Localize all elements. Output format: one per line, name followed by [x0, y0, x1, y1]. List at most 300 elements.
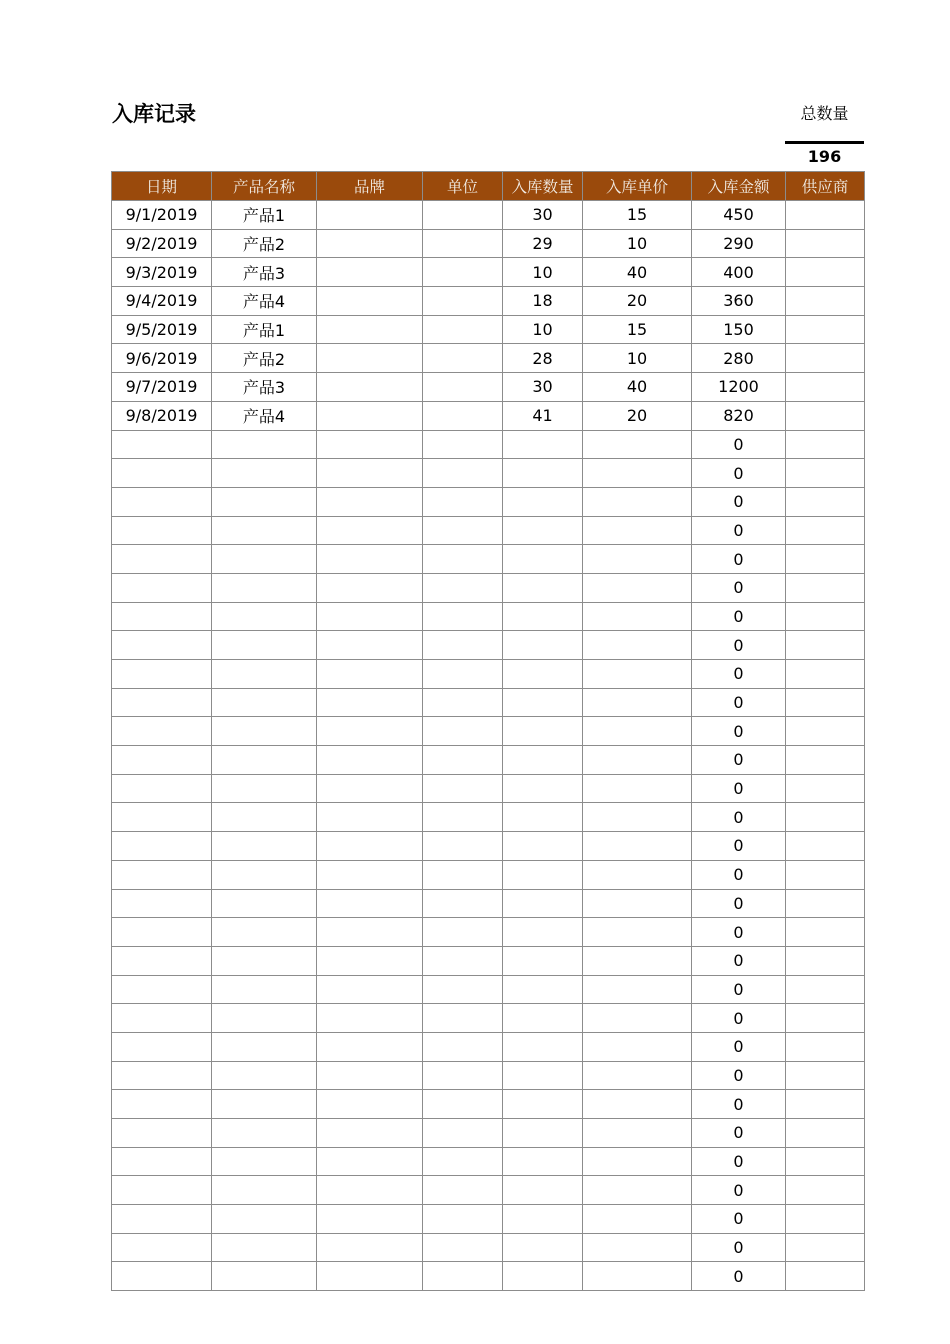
date-cell[interactable]	[112, 1176, 212, 1205]
product-name-cell[interactable]	[212, 545, 317, 574]
brand-cell[interactable]	[317, 1004, 423, 1033]
supplier-cell[interactable]	[786, 401, 865, 430]
brand-cell[interactable]	[317, 975, 423, 1004]
amount-cell[interactable]: 0	[692, 602, 786, 631]
unit-cell[interactable]	[423, 717, 503, 746]
amount-cell[interactable]: 820	[692, 401, 786, 430]
brand-cell[interactable]	[317, 717, 423, 746]
unit-cell[interactable]	[423, 430, 503, 459]
unit-price-cell[interactable]: 15	[583, 201, 692, 230]
quantity-cell[interactable]	[503, 975, 583, 1004]
amount-cell[interactable]: 0	[692, 1032, 786, 1061]
supplier-cell[interactable]	[786, 803, 865, 832]
quantity-cell[interactable]: 41	[503, 401, 583, 430]
supplier-cell[interactable]	[786, 1090, 865, 1119]
date-cell[interactable]	[112, 1032, 212, 1061]
product-name-cell[interactable]	[212, 860, 317, 889]
product-name-cell[interactable]	[212, 1090, 317, 1119]
brand-cell[interactable]	[317, 258, 423, 287]
quantity-cell[interactable]	[503, 1004, 583, 1033]
date-cell[interactable]	[112, 774, 212, 803]
amount-cell[interactable]: 0	[692, 774, 786, 803]
quantity-cell[interactable]	[503, 516, 583, 545]
quantity-cell[interactable]	[503, 889, 583, 918]
supplier-cell[interactable]	[786, 373, 865, 402]
unit-price-cell[interactable]	[583, 602, 692, 631]
unit-cell[interactable]	[423, 516, 503, 545]
product-name-cell[interactable]	[212, 832, 317, 861]
unit-price-cell[interactable]	[583, 832, 692, 861]
brand-cell[interactable]	[317, 315, 423, 344]
unit-cell[interactable]	[423, 1032, 503, 1061]
unit-price-cell[interactable]	[583, 746, 692, 775]
brand-cell[interactable]	[317, 602, 423, 631]
brand-cell[interactable]	[317, 344, 423, 373]
amount-cell[interactable]: 0	[692, 487, 786, 516]
product-name-cell[interactable]: 产品3	[212, 373, 317, 402]
quantity-cell[interactable]	[503, 660, 583, 689]
supplier-cell[interactable]	[786, 1032, 865, 1061]
brand-cell[interactable]	[317, 889, 423, 918]
date-cell[interactable]: 9/1/2019	[112, 201, 212, 230]
amount-cell[interactable]: 0	[692, 832, 786, 861]
quantity-cell[interactable]	[503, 1233, 583, 1262]
unit-cell[interactable]	[423, 889, 503, 918]
product-name-cell[interactable]	[212, 1262, 317, 1291]
unit-cell[interactable]	[423, 860, 503, 889]
unit-price-cell[interactable]	[583, 1119, 692, 1148]
product-name-cell[interactable]	[212, 1147, 317, 1176]
unit-cell[interactable]	[423, 287, 503, 316]
brand-cell[interactable]	[317, 1090, 423, 1119]
brand-cell[interactable]	[317, 287, 423, 316]
product-name-cell[interactable]: 产品4	[212, 401, 317, 430]
product-name-cell[interactable]	[212, 1233, 317, 1262]
quantity-cell[interactable]	[503, 1262, 583, 1291]
quantity-cell[interactable]	[503, 1061, 583, 1090]
date-cell[interactable]	[112, 487, 212, 516]
unit-cell[interactable]	[423, 1205, 503, 1234]
supplier-cell[interactable]	[786, 1176, 865, 1205]
unit-cell[interactable]	[423, 946, 503, 975]
date-cell[interactable]	[112, 1233, 212, 1262]
brand-cell[interactable]	[317, 516, 423, 545]
date-cell[interactable]	[112, 602, 212, 631]
unit-price-cell[interactable]	[583, 1090, 692, 1119]
product-name-cell[interactable]	[212, 1205, 317, 1234]
amount-cell[interactable]: 0	[692, 1205, 786, 1234]
unit-price-cell[interactable]	[583, 573, 692, 602]
amount-cell[interactable]: 360	[692, 287, 786, 316]
date-cell[interactable]	[112, 746, 212, 775]
date-cell[interactable]: 9/8/2019	[112, 401, 212, 430]
date-cell[interactable]	[112, 688, 212, 717]
quantity-cell[interactable]	[503, 1176, 583, 1205]
amount-cell[interactable]: 0	[692, 573, 786, 602]
quantity-cell[interactable]	[503, 487, 583, 516]
supplier-cell[interactable]	[786, 229, 865, 258]
amount-cell[interactable]: 0	[692, 1233, 786, 1262]
date-cell[interactable]: 9/4/2019	[112, 287, 212, 316]
unit-price-cell[interactable]: 20	[583, 401, 692, 430]
unit-cell[interactable]	[423, 1061, 503, 1090]
amount-cell[interactable]: 290	[692, 229, 786, 258]
date-cell[interactable]	[112, 832, 212, 861]
unit-cell[interactable]	[423, 258, 503, 287]
amount-cell[interactable]: 0	[692, 1176, 786, 1205]
brand-cell[interactable]	[317, 688, 423, 717]
unit-price-cell[interactable]	[583, 1004, 692, 1033]
unit-cell[interactable]	[423, 1090, 503, 1119]
quantity-cell[interactable]: 30	[503, 201, 583, 230]
product-name-cell[interactable]	[212, 430, 317, 459]
amount-cell[interactable]: 0	[692, 631, 786, 660]
brand-cell[interactable]	[317, 1119, 423, 1148]
amount-cell[interactable]: 0	[692, 746, 786, 775]
amount-cell[interactable]: 0	[692, 1147, 786, 1176]
supplier-cell[interactable]	[786, 459, 865, 488]
supplier-cell[interactable]	[786, 344, 865, 373]
date-cell[interactable]	[112, 1119, 212, 1148]
unit-cell[interactable]	[423, 774, 503, 803]
supplier-cell[interactable]	[786, 860, 865, 889]
amount-cell[interactable]: 0	[692, 459, 786, 488]
unit-cell[interactable]	[423, 631, 503, 660]
date-cell[interactable]	[112, 545, 212, 574]
brand-cell[interactable]	[317, 631, 423, 660]
amount-cell[interactable]: 0	[692, 1090, 786, 1119]
unit-price-cell[interactable]	[583, 860, 692, 889]
quantity-cell[interactable]	[503, 860, 583, 889]
unit-cell[interactable]	[423, 229, 503, 258]
amount-cell[interactable]: 0	[692, 688, 786, 717]
product-name-cell[interactable]	[212, 946, 317, 975]
product-name-cell[interactable]	[212, 602, 317, 631]
supplier-cell[interactable]	[786, 774, 865, 803]
unit-price-cell[interactable]: 10	[583, 344, 692, 373]
supplier-cell[interactable]	[786, 946, 865, 975]
brand-cell[interactable]	[317, 573, 423, 602]
supplier-cell[interactable]	[786, 487, 865, 516]
amount-cell[interactable]: 280	[692, 344, 786, 373]
date-cell[interactable]: 9/2/2019	[112, 229, 212, 258]
unit-price-cell[interactable]: 40	[583, 258, 692, 287]
supplier-cell[interactable]	[786, 1061, 865, 1090]
brand-cell[interactable]	[317, 1176, 423, 1205]
brand-cell[interactable]	[317, 660, 423, 689]
supplier-cell[interactable]	[786, 1262, 865, 1291]
quantity-cell[interactable]	[503, 946, 583, 975]
quantity-cell[interactable]: 30	[503, 373, 583, 402]
unit-price-cell[interactable]	[583, 975, 692, 1004]
amount-cell[interactable]: 0	[692, 1119, 786, 1148]
brand-cell[interactable]	[317, 860, 423, 889]
brand-cell[interactable]	[317, 1262, 423, 1291]
amount-cell[interactable]: 0	[692, 889, 786, 918]
brand-cell[interactable]	[317, 832, 423, 861]
date-cell[interactable]	[112, 1090, 212, 1119]
date-cell[interactable]	[112, 516, 212, 545]
brand-cell[interactable]	[317, 1233, 423, 1262]
unit-cell[interactable]	[423, 545, 503, 574]
supplier-cell[interactable]	[786, 1119, 865, 1148]
unit-cell[interactable]	[423, 1147, 503, 1176]
unit-price-cell[interactable]	[583, 631, 692, 660]
product-name-cell[interactable]	[212, 688, 317, 717]
unit-cell[interactable]	[423, 1176, 503, 1205]
date-cell[interactable]	[112, 717, 212, 746]
quantity-cell[interactable]	[503, 1205, 583, 1234]
unit-price-cell[interactable]	[583, 660, 692, 689]
unit-cell[interactable]	[423, 1119, 503, 1148]
quantity-cell[interactable]	[503, 430, 583, 459]
supplier-cell[interactable]	[786, 573, 865, 602]
amount-cell[interactable]: 0	[692, 545, 786, 574]
unit-cell[interactable]	[423, 688, 503, 717]
amount-cell[interactable]: 0	[692, 975, 786, 1004]
supplier-cell[interactable]	[786, 1233, 865, 1262]
date-cell[interactable]: 9/7/2019	[112, 373, 212, 402]
unit-cell[interactable]	[423, 746, 503, 775]
unit-price-cell[interactable]	[583, 717, 692, 746]
quantity-cell[interactable]: 10	[503, 258, 583, 287]
date-cell[interactable]	[112, 918, 212, 947]
product-name-cell[interactable]	[212, 660, 317, 689]
amount-cell[interactable]: 0	[692, 1061, 786, 1090]
supplier-cell[interactable]	[786, 1205, 865, 1234]
unit-cell[interactable]	[423, 1262, 503, 1291]
date-cell[interactable]	[112, 803, 212, 832]
quantity-cell[interactable]	[503, 459, 583, 488]
unit-cell[interactable]	[423, 803, 503, 832]
quantity-cell[interactable]	[503, 602, 583, 631]
product-name-cell[interactable]	[212, 1061, 317, 1090]
unit-price-cell[interactable]	[583, 1233, 692, 1262]
quantity-cell[interactable]	[503, 545, 583, 574]
amount-cell[interactable]: 0	[692, 860, 786, 889]
product-name-cell[interactable]: 产品2	[212, 344, 317, 373]
date-cell[interactable]	[112, 459, 212, 488]
supplier-cell[interactable]	[786, 201, 865, 230]
unit-price-cell[interactable]	[583, 516, 692, 545]
quantity-cell[interactable]	[503, 1119, 583, 1148]
product-name-cell[interactable]	[212, 1119, 317, 1148]
date-cell[interactable]	[112, 889, 212, 918]
date-cell[interactable]	[112, 1262, 212, 1291]
date-cell[interactable]	[112, 946, 212, 975]
unit-cell[interactable]	[423, 459, 503, 488]
date-cell[interactable]	[112, 860, 212, 889]
amount-cell[interactable]: 0	[692, 1004, 786, 1033]
unit-price-cell[interactable]	[583, 774, 692, 803]
product-name-cell[interactable]	[212, 803, 317, 832]
quantity-cell[interactable]	[503, 746, 583, 775]
product-name-cell[interactable]	[212, 573, 317, 602]
brand-cell[interactable]	[317, 1032, 423, 1061]
date-cell[interactable]	[112, 430, 212, 459]
quantity-cell[interactable]	[503, 717, 583, 746]
brand-cell[interactable]	[317, 946, 423, 975]
product-name-cell[interactable]	[212, 918, 317, 947]
unit-price-cell[interactable]	[583, 1147, 692, 1176]
date-cell[interactable]	[112, 1147, 212, 1176]
unit-cell[interactable]	[423, 573, 503, 602]
amount-cell[interactable]: 0	[692, 918, 786, 947]
brand-cell[interactable]	[317, 1147, 423, 1176]
brand-cell[interactable]	[317, 545, 423, 574]
date-cell[interactable]	[112, 631, 212, 660]
unit-price-cell[interactable]	[583, 1205, 692, 1234]
product-name-cell[interactable]	[212, 889, 317, 918]
supplier-cell[interactable]	[786, 746, 865, 775]
product-name-cell[interactable]: 产品1	[212, 315, 317, 344]
unit-price-cell[interactable]	[583, 803, 692, 832]
unit-price-cell[interactable]	[583, 1032, 692, 1061]
amount-cell[interactable]: 150	[692, 315, 786, 344]
unit-price-cell[interactable]	[583, 545, 692, 574]
unit-cell[interactable]	[423, 315, 503, 344]
supplier-cell[interactable]	[786, 545, 865, 574]
amount-cell[interactable]: 0	[692, 803, 786, 832]
unit-cell[interactable]	[423, 344, 503, 373]
supplier-cell[interactable]	[786, 516, 865, 545]
supplier-cell[interactable]	[786, 918, 865, 947]
unit-price-cell[interactable]: 20	[583, 287, 692, 316]
unit-cell[interactable]	[423, 1233, 503, 1262]
quantity-cell[interactable]	[503, 631, 583, 660]
quantity-cell[interactable]	[503, 774, 583, 803]
product-name-cell[interactable]: 产品3	[212, 258, 317, 287]
date-cell[interactable]: 9/6/2019	[112, 344, 212, 373]
quantity-cell[interactable]	[503, 1090, 583, 1119]
brand-cell[interactable]	[317, 373, 423, 402]
product-name-cell[interactable]	[212, 717, 317, 746]
amount-cell[interactable]: 0	[692, 946, 786, 975]
product-name-cell[interactable]	[212, 631, 317, 660]
brand-cell[interactable]	[317, 430, 423, 459]
supplier-cell[interactable]	[786, 602, 865, 631]
amount-cell[interactable]: 0	[692, 717, 786, 746]
unit-price-cell[interactable]: 40	[583, 373, 692, 402]
supplier-cell[interactable]	[786, 287, 865, 316]
quantity-cell[interactable]	[503, 688, 583, 717]
product-name-cell[interactable]	[212, 516, 317, 545]
unit-cell[interactable]	[423, 201, 503, 230]
unit-price-cell[interactable]: 15	[583, 315, 692, 344]
supplier-cell[interactable]	[786, 1147, 865, 1176]
brand-cell[interactable]	[317, 229, 423, 258]
quantity-cell[interactable]	[503, 918, 583, 947]
product-name-cell[interactable]	[212, 1176, 317, 1205]
supplier-cell[interactable]	[786, 258, 865, 287]
unit-cell[interactable]	[423, 660, 503, 689]
unit-cell[interactable]	[423, 602, 503, 631]
date-cell[interactable]	[112, 660, 212, 689]
product-name-cell[interactable]	[212, 1004, 317, 1033]
product-name-cell[interactable]	[212, 975, 317, 1004]
product-name-cell[interactable]: 产品1	[212, 201, 317, 230]
brand-cell[interactable]	[317, 1061, 423, 1090]
supplier-cell[interactable]	[786, 889, 865, 918]
supplier-cell[interactable]	[786, 1004, 865, 1033]
unit-cell[interactable]	[423, 1004, 503, 1033]
amount-cell[interactable]: 1200	[692, 373, 786, 402]
brand-cell[interactable]	[317, 401, 423, 430]
supplier-cell[interactable]	[786, 832, 865, 861]
unit-price-cell[interactable]	[583, 946, 692, 975]
date-cell[interactable]	[112, 1061, 212, 1090]
amount-cell[interactable]: 400	[692, 258, 786, 287]
amount-cell[interactable]: 0	[692, 516, 786, 545]
unit-cell[interactable]	[423, 487, 503, 516]
unit-cell[interactable]	[423, 918, 503, 947]
date-cell[interactable]: 9/3/2019	[112, 258, 212, 287]
product-name-cell[interactable]: 产品4	[212, 287, 317, 316]
supplier-cell[interactable]	[786, 717, 865, 746]
quantity-cell[interactable]: 18	[503, 287, 583, 316]
brand-cell[interactable]	[317, 487, 423, 516]
unit-price-cell[interactable]	[583, 487, 692, 516]
date-cell[interactable]	[112, 1004, 212, 1033]
quantity-cell[interactable]	[503, 573, 583, 602]
quantity-cell[interactable]	[503, 832, 583, 861]
date-cell[interactable]	[112, 573, 212, 602]
brand-cell[interactable]	[317, 774, 423, 803]
unit-price-cell[interactable]	[583, 918, 692, 947]
date-cell[interactable]	[112, 975, 212, 1004]
unit-price-cell[interactable]	[583, 1262, 692, 1291]
product-name-cell[interactable]: 产品2	[212, 229, 317, 258]
quantity-cell[interactable]	[503, 1032, 583, 1061]
unit-price-cell[interactable]	[583, 688, 692, 717]
quantity-cell[interactable]	[503, 1147, 583, 1176]
unit-cell[interactable]	[423, 832, 503, 861]
brand-cell[interactable]	[317, 803, 423, 832]
unit-price-cell[interactable]	[583, 459, 692, 488]
amount-cell[interactable]: 0	[692, 1262, 786, 1291]
quantity-cell[interactable]: 10	[503, 315, 583, 344]
quantity-cell[interactable]: 28	[503, 344, 583, 373]
brand-cell[interactable]	[317, 459, 423, 488]
supplier-cell[interactable]	[786, 430, 865, 459]
product-name-cell[interactable]	[212, 1032, 317, 1061]
brand-cell[interactable]	[317, 201, 423, 230]
unit-price-cell[interactable]	[583, 1176, 692, 1205]
product-name-cell[interactable]	[212, 459, 317, 488]
unit-price-cell[interactable]	[583, 1061, 692, 1090]
supplier-cell[interactable]	[786, 975, 865, 1004]
brand-cell[interactable]	[317, 918, 423, 947]
brand-cell[interactable]	[317, 1205, 423, 1234]
unit-cell[interactable]	[423, 401, 503, 430]
supplier-cell[interactable]	[786, 631, 865, 660]
unit-cell[interactable]	[423, 975, 503, 1004]
supplier-cell[interactable]	[786, 660, 865, 689]
amount-cell[interactable]: 0	[692, 660, 786, 689]
brand-cell[interactable]	[317, 746, 423, 775]
quantity-cell[interactable]	[503, 803, 583, 832]
supplier-cell[interactable]	[786, 315, 865, 344]
unit-price-cell[interactable]	[583, 889, 692, 918]
unit-price-cell[interactable]: 10	[583, 229, 692, 258]
unit-price-cell[interactable]	[583, 430, 692, 459]
supplier-cell[interactable]	[786, 688, 865, 717]
amount-cell[interactable]: 0	[692, 430, 786, 459]
unit-cell[interactable]	[423, 373, 503, 402]
product-name-cell[interactable]	[212, 487, 317, 516]
quantity-cell[interactable]: 29	[503, 229, 583, 258]
amount-cell[interactable]: 450	[692, 201, 786, 230]
